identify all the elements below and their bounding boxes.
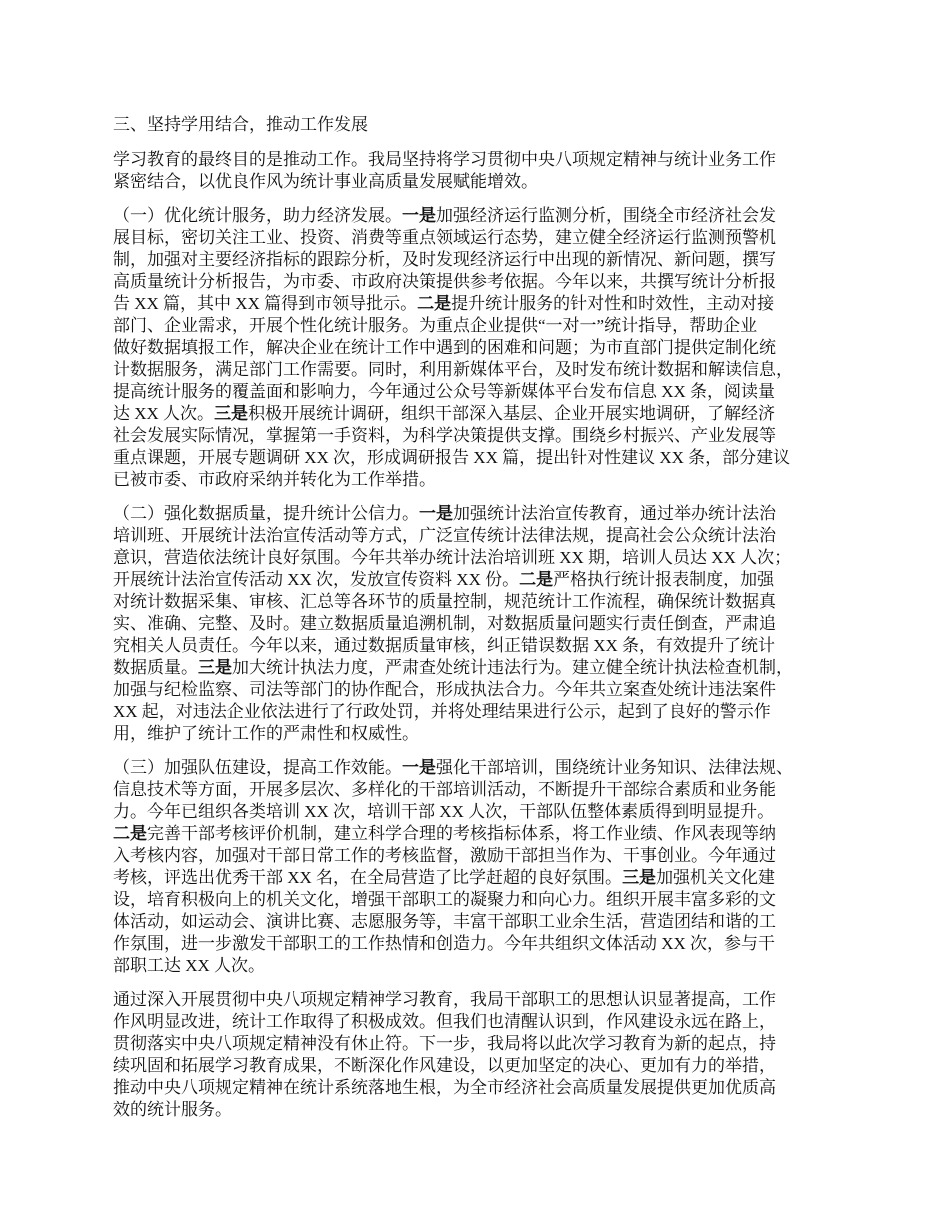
text-segment: 加强机关文化建 <box>656 868 776 887</box>
text-segment: 加大统计执法力度，严肃查处统计违法行为。建立健全统计执法检查机制， <box>232 658 793 677</box>
text-segment: 体活动，如运动会、演讲比赛、志愿服务等，丰富干部职工业余生活，营造团结和谐的工 <box>113 912 776 931</box>
text-segment: 高质量统计分析报告，为市委、市政府决策提供参考依据。今年以来，共撰写统计分析报 <box>113 272 776 291</box>
text-segment: 制，加强对主要经济指标的跟踪分析，及时发现经济运行中出现的新情况、新问题，撰写 <box>113 250 776 269</box>
text-line <box>113 447 873 469</box>
text-line <box>113 889 873 911</box>
bold-lead-text: 三是 <box>214 404 249 423</box>
bold-lead-text: 三是 <box>622 868 657 887</box>
text-line <box>113 249 873 271</box>
text-segment: 开展统计法治宣传活动 XX 次，发放宣传资料 XX 份。 <box>113 570 520 589</box>
text-segment: 考核，评选出优秀干部 XX 名，在全局营造了比学赶超的良好氛围。 <box>113 868 623 887</box>
text-segment: 作氛围，进一步激发干部职工的工作热情和创造力。今年共组织文体活动 XX 次，参与干 <box>113 934 776 953</box>
text-segment: 信息技术等方面，开展多层次、多样化的干部培训活动，不断提升干部综合素质和业务能 <box>113 780 776 799</box>
text-segment: 提升统计服务的针对性和时效性，主动对接 <box>451 294 775 313</box>
text-line <box>113 679 873 701</box>
text-line <box>113 933 873 955</box>
text-line <box>113 779 873 801</box>
text-line <box>113 381 873 403</box>
text-line <box>113 469 873 491</box>
text-segment: 通过深入开展贯彻中央八项规定精神学习教育，我局干部职工的思想认识显著提高，工作 <box>113 990 776 1009</box>
paragraph <box>113 205 873 491</box>
text-line <box>113 801 873 823</box>
text-line <box>113 657 873 679</box>
text-line <box>113 845 873 867</box>
bold-lead-text: 二是 <box>113 824 147 843</box>
text-segment: 设，培育积极向上的机关文化，增强干部职工的凝聚力和向心力。组织开展丰富多彩的文 <box>113 890 776 909</box>
text-segment: 作风明显改进，统计工作取得了积极成效。但我们也清醒认识到，作风建设永远在路上， <box>113 1012 776 1031</box>
text-line <box>113 337 873 359</box>
text-segment: 重点课题，开展专题调研 XX 次，形成调研报告 XX 篇，提出针对性建议 XX 条，部分建议 <box>113 448 791 467</box>
paragraphs <box>113 149 873 1121</box>
text-segment: 续巩固和拓展学习教育成果，不断深化作风建设，以更加坚定的决心、更加有力的举措， <box>113 1056 776 1075</box>
text-line <box>113 569 873 591</box>
paragraph <box>113 149 873 193</box>
text-line <box>113 315 873 337</box>
paragraph <box>113 757 873 977</box>
text-line <box>113 227 873 249</box>
text-line <box>113 757 873 779</box>
text-line <box>113 503 873 525</box>
text-segment: 对统计数据采集、审核、汇总等各环节的质量控制，规范统计工作流程，确保统计数据真 <box>113 592 776 611</box>
text-line <box>113 1055 873 1077</box>
text-segment: 告 XX 篇，其中 XX 篇得到市领导批示。 <box>113 294 418 313</box>
text-segment: 提高统计服务的覆盖面和影响力，今年通过公众号等新媒体平台发布信息 XX 条，阅读量 <box>113 382 776 401</box>
text-segment: 培训班、开展统计法治宣传活动等方式，广泛宣传统计法律法规，提高社会公众统计法治 <box>113 526 776 545</box>
text-line <box>113 205 873 227</box>
text-line <box>113 591 873 613</box>
text-line <box>113 911 873 933</box>
text-segment: 计数据服务，满足部门工作需要。同时，利用新媒体平台，及时发布统计数据和解读信息， <box>113 360 793 379</box>
bold-lead-text: 二是 <box>417 294 452 313</box>
text-segment: 严格执行统计报表制度，加强 <box>553 570 775 589</box>
text-line <box>113 867 873 889</box>
text-line <box>113 293 873 315</box>
text-line <box>113 701 873 723</box>
text-line <box>113 271 873 293</box>
text-segment: 强化干部培训，围绕统计业务知识、法律法规、 <box>436 758 793 777</box>
bold-lead-text: 一是 <box>402 758 436 777</box>
text-segment: 积极开展统计调研，组织干部深入基层、企业开展实地调研，了解经济 <box>248 404 776 423</box>
text-line <box>113 403 873 425</box>
text-segment: 究相关人员责任。今年以来，通过数据质量审核，纠正错误数据 XX 条，有效提升了统计 <box>113 636 776 655</box>
text-segment: 部职工达 XX 人次。 <box>113 956 266 975</box>
text-segment: 数据质量。 <box>113 658 198 677</box>
text-segment: 力。今年已组织各类培训 XX 次，培训干部 XX 人次，干部队伍整体素质得到明显提升。 <box>113 802 775 821</box>
text-segment: 部门、企业需求，开展个性化统计服务。为重点企业提供“一对一”统计指导，帮助企业 <box>113 316 758 335</box>
text-segment: 意识，营造依法统计良好氛围。今年共举办统计法治培训班 XX 期，培训人员达 XX 人次； <box>113 548 792 567</box>
document-body <box>113 114 873 1133</box>
text-line <box>113 635 873 657</box>
text-line <box>113 1077 873 1099</box>
text-segment: 入考核内容，加强对干部日常工作的考核监督，激励干部担当作为、干事创业。今年通过 <box>113 846 776 865</box>
text-line <box>113 1099 873 1121</box>
text-line <box>113 723 873 745</box>
section-heading: 三、坚持学用结合，推动工作发展 <box>113 115 368 134</box>
text-segment: 做好数据填报工作，解决企业在统计工作中遇到的困难和问题；为市直部门提供定制化统 <box>113 338 776 357</box>
text-segment: 完善干部考核评价机制，建立科学合理的考核指标体系，将工作业绩、作风表现等纳 <box>147 824 776 843</box>
text-line <box>113 547 873 569</box>
text-line <box>113 359 873 381</box>
bold-lead-text: 一是 <box>402 206 436 225</box>
text-line <box>113 425 873 447</box>
text-line <box>113 525 873 547</box>
text-line <box>113 1033 873 1055</box>
text-line <box>113 149 873 171</box>
text-segment: （三）加强队伍建设，提高工作效能。 <box>113 758 402 777</box>
bold-lead-text: 二是 <box>519 570 554 589</box>
text-line <box>113 613 873 635</box>
text-segment: 加强经济运行监测分析，围绕全市经济社会发 <box>436 206 776 225</box>
text-segment: 贯彻落实中央八项规定精神没有休止符。下一步，我局将以此次学习教育为新的起点，持 <box>113 1034 776 1053</box>
text-segment: 效的统计服务。 <box>113 1100 232 1119</box>
text-segment: 加强统计法治宣传教育，通过举办统计法治 <box>453 504 776 523</box>
text-line <box>113 989 873 1011</box>
text-segment: 加强与纪检监察、司法等部门的协作配合，形成执法合力。今年共立案查处统计违法案件 <box>113 680 776 699</box>
text-segment: 展目标，密切关注工业、投资、消费等重点领域运行态势，建立健全经济运行监测预警机 <box>113 228 776 247</box>
text-segment: 推动中央八项规定精神在统计系统落地生根，为全市经济社会高质量发展提供更加优质高 <box>113 1078 776 1097</box>
text-segment: 社会发展实际情况，掌握第一手资料，为科学决策提供支撑。围绕乡村振兴、产业发展等 <box>113 426 776 445</box>
text-segment: 已被市委、市政府采纳并转化为工作举措。 <box>113 470 436 489</box>
bold-lead-text: 三是 <box>198 658 232 677</box>
text-segment: 达 XX 人次。 <box>113 404 215 423</box>
text-segment: （一）优化统计服务，助力经济发展。 <box>113 206 402 225</box>
text-segment: 用，维护了统计工作的严肃性和权威性。 <box>113 724 419 743</box>
text-segment: 紧密结合，以优良作风为统计事业高质量发展赋能增效。 <box>113 172 538 191</box>
text-segment: 实、准确、完整、及时。建立数据质量追溯机制，对数据质量问题实行责任倒查，严肃追 <box>113 614 776 633</box>
text-line <box>113 955 873 977</box>
paragraph <box>113 989 873 1121</box>
text-line <box>113 823 873 845</box>
text-segment: XX 起，对违法企业依法进行了行政处罚，并将处理结果进行公示，起到了良好的警示作 <box>113 702 771 721</box>
text-segment: 学习教育的最终目的是推动工作。我局坚持将学习贯彻中央八项规定精神与统计业务工作 <box>113 150 776 169</box>
text-segment: （二）强化数据质量，提升统计公信力。 <box>113 504 419 523</box>
paragraph <box>113 503 873 745</box>
text-line <box>113 1011 873 1033</box>
text-line <box>113 171 873 193</box>
bold-lead-text: 一是 <box>419 504 453 523</box>
